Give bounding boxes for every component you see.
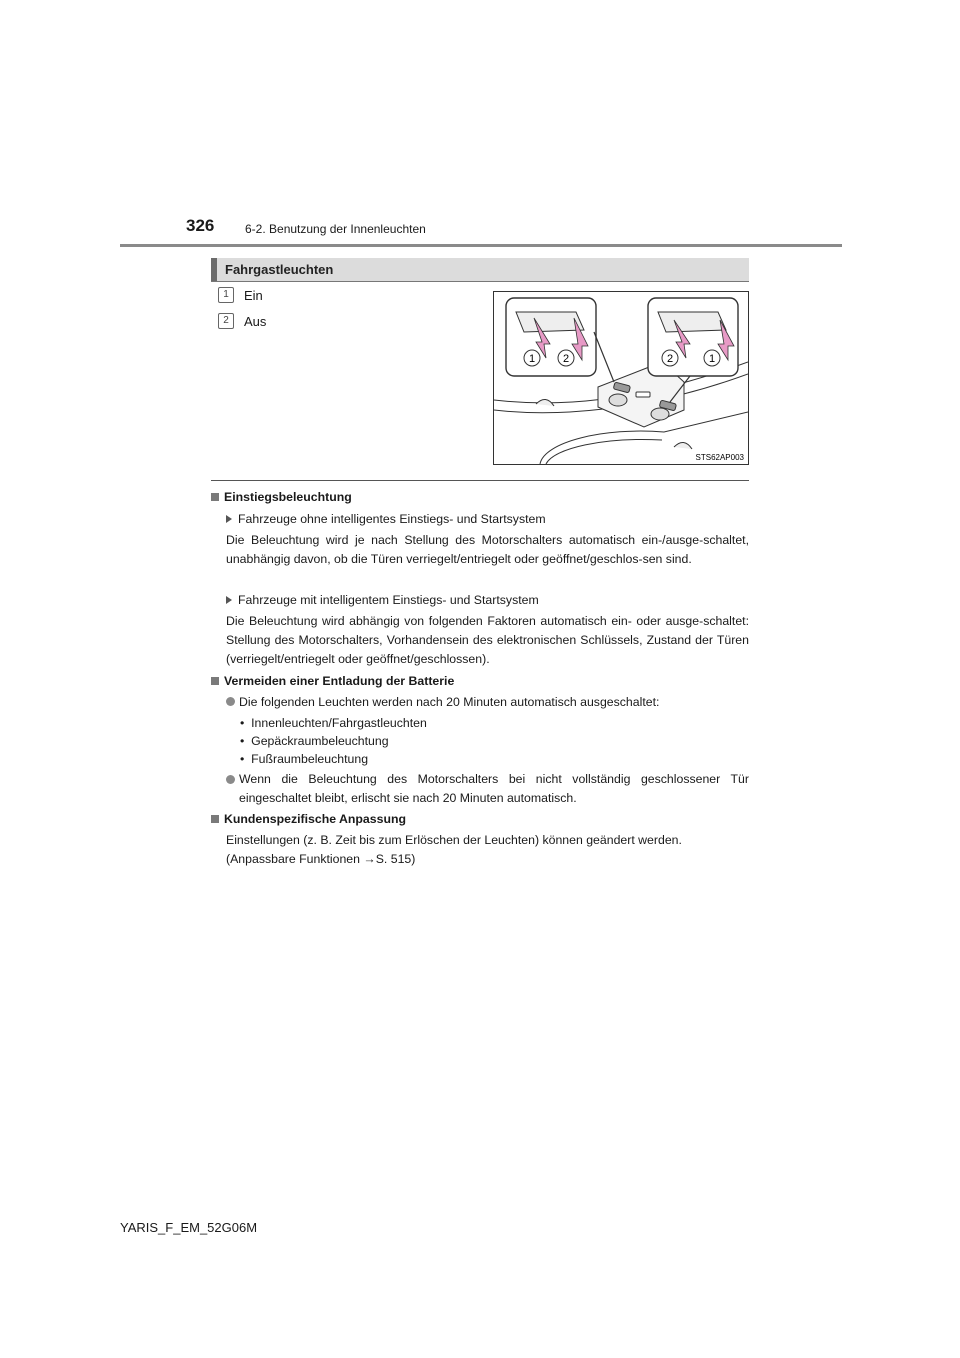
battery-bullet-1-text: Die folgenden Leuchten werden nach 20 Minuten automatisch ausgeschaltet: xyxy=(239,695,660,709)
section-title-customization: Kundenspezifische Anpassung xyxy=(224,812,406,826)
heading-title: Fahrgastleuchten xyxy=(225,262,334,277)
legend-label-off: Aus xyxy=(244,313,267,329)
heading-accent xyxy=(211,258,217,281)
section-title-entry: Einstiegsbeleuchtung xyxy=(224,490,352,504)
legend-number-1: 1 xyxy=(218,287,234,303)
list-item: • Gepäckraumbeleuchtung xyxy=(240,734,389,748)
paragraph-entry-1: Die Beleuchtung wird je nach Stellung des Motorschalters automatisch ein-/ausge-schaltet, unabhängig davon, ob die Türen verriegelt/entriegelt oder geöffnet/geschlos-sen sind. xyxy=(226,533,749,566)
list-item-text: Fußraumbeleuchtung xyxy=(251,752,369,766)
ceiling-light-figure xyxy=(493,291,749,465)
battery-bullet-2 xyxy=(226,770,749,808)
subheading-with-smart xyxy=(226,591,539,610)
triangle-bullet-icon xyxy=(226,515,232,523)
section-heading-battery xyxy=(211,672,454,691)
legend-item-on xyxy=(218,287,263,303)
legend-number-2: 2 xyxy=(218,313,234,329)
page-reference-link[interactable]: S. 515) xyxy=(375,852,416,866)
triangle-bullet-icon xyxy=(226,596,232,604)
section-heading-entry-light xyxy=(211,488,352,507)
paragraph-entry-2: Die Beleuchtung wird abhängig von folgenden Faktoren automatisch ein- oder ausge-schaltet: Stellung des Motorschalters, Vorhandensein des elektronischen Schlüssels, Zustand der Türen (verriegelt/entriegelt oder geöffnet/geschlossen). xyxy=(226,614,749,666)
footer-code: YARIS_F_EM_52G06M xyxy=(120,1220,258,1235)
right-arrow-icon: → xyxy=(363,852,376,866)
battery-bullet-1 xyxy=(226,693,659,712)
circle-bullet-icon xyxy=(226,775,235,784)
callout-left-1: 1 xyxy=(528,353,536,365)
list-item-text: Innenleuchten/Fahrgastleuchten xyxy=(251,716,427,730)
section-heading-customization xyxy=(211,810,406,829)
ceiling-light-illustration xyxy=(494,292,748,464)
section-title: 6-2. Benutzung der Innenleuchten xyxy=(245,222,426,236)
content-rule xyxy=(211,480,749,481)
page-number: 326 xyxy=(186,216,215,235)
list-item: • Innenleuchten/Fahrgastleuchten xyxy=(240,716,427,730)
battery-bullet-2-text: Wenn die Beleuchtung des Motorschalters bei nicht vollständig geschlossener Tür eingeschaltet bleibt, erlischt sie nach 20 Minuten automatisch. xyxy=(239,772,749,805)
customization-line-2 xyxy=(226,850,415,869)
customization-line-1: Einstellungen (z. B. Zeit bis zum Erlöschen der Leuchten) können geändert werden. xyxy=(226,833,682,847)
square-bullet-icon xyxy=(211,815,219,823)
sub2-text: Fahrzeuge mit intelligentem Einstiegs- und Startsystem xyxy=(238,593,539,607)
line2-prefix: (Anpassbare Funktionen xyxy=(226,852,360,866)
list-item-text: Gepäckraumbeleuchtung xyxy=(251,734,389,748)
figure-code: STS62AP003 xyxy=(695,453,744,462)
section-title-battery: Vermeiden einer Entladung der Batterie xyxy=(224,674,455,688)
square-bullet-icon xyxy=(211,493,219,501)
square-bullet-icon xyxy=(211,677,219,685)
callout-right-2: 2 xyxy=(666,353,674,365)
header-rule xyxy=(120,244,842,247)
circle-bullet-icon xyxy=(226,697,235,706)
list-item: • Fußraumbeleuchtung xyxy=(240,752,369,766)
callout-right-1: 1 xyxy=(708,353,716,365)
callout-left-2: 2 xyxy=(562,353,570,365)
sub1-text: Fahrzeuge ohne intelligentes Einstiegs- und Startsystem xyxy=(238,512,546,526)
subheading-without-smart xyxy=(226,510,546,529)
heading-bar xyxy=(211,258,749,282)
legend-item-off xyxy=(218,313,266,329)
legend-label-on: Ein xyxy=(244,287,263,303)
